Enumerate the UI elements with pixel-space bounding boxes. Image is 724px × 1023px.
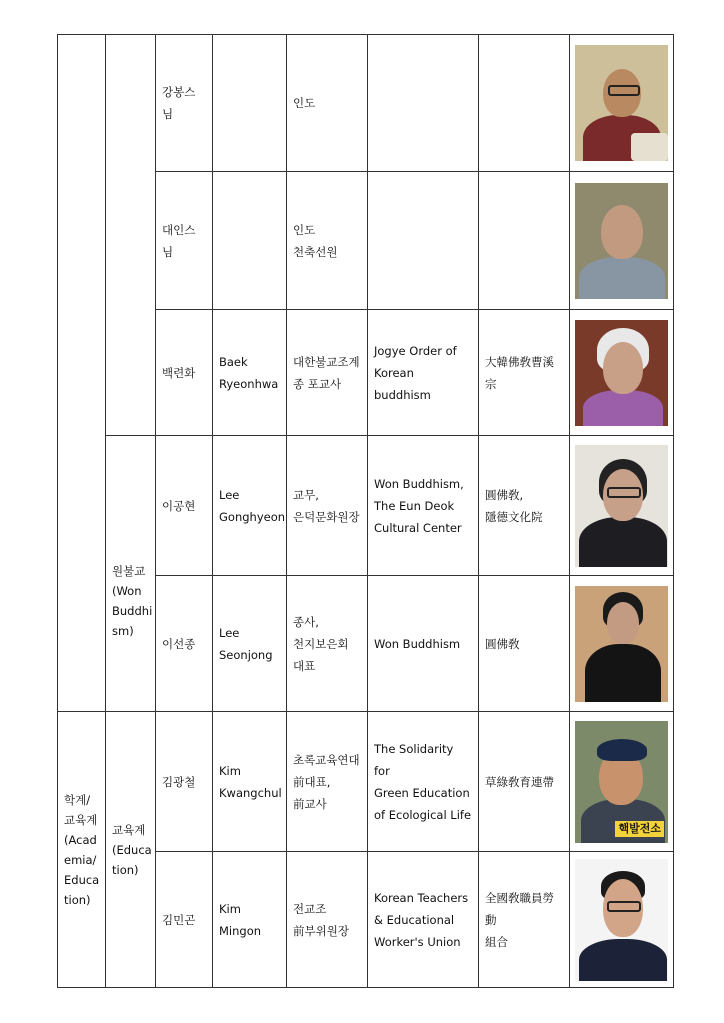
- english-name-cell: Lee Gonghyeon: [213, 436, 287, 576]
- organization-en-cell: Korean Teachers & Educational Worker's Union: [368, 852, 479, 988]
- korean-name-cell: 대인스님: [156, 172, 213, 310]
- organization-en-cell: [368, 35, 479, 172]
- position-cell: 전교조 前부위원장: [287, 852, 368, 988]
- position-cell: 교무, 은덕문화원장: [287, 436, 368, 576]
- organization-en-cell: Won Buddhism, The Eun Deok Cultural Center: [368, 436, 479, 576]
- organization-en-cell: Won Buddhism: [368, 576, 479, 712]
- portrait-man-suit: [575, 859, 668, 981]
- category-cell-empty: [58, 35, 106, 712]
- photo-cell: [570, 852, 674, 988]
- organization-hanja-cell: 大韓佛敎曹溪宗: [479, 310, 570, 436]
- portrait-monk-red-robe: [575, 45, 668, 161]
- position-cell: 초록교육연대 前대표, 前교사: [287, 712, 368, 852]
- position-cell: 종사, 천지보은회 대표: [287, 576, 368, 712]
- organization-hanja-cell: 圓佛敎: [479, 576, 570, 712]
- korean-name-cell: 이선종: [156, 576, 213, 712]
- organization-hanja-cell: [479, 35, 570, 172]
- portrait-man-cap: [575, 721, 668, 843]
- portrait-elderly-man: [575, 183, 668, 299]
- english-name-cell: [213, 35, 287, 172]
- photo-cell: [570, 172, 674, 310]
- organization-hanja-cell: [479, 172, 570, 310]
- korean-name-cell: 백련화: [156, 310, 213, 436]
- korean-name-cell: 김민곤: [156, 852, 213, 988]
- english-name-cell: Lee Seonjong: [213, 576, 287, 712]
- english-name-cell: [213, 172, 287, 310]
- organization-hanja-cell: 圓佛敎, 隱德文化院: [479, 436, 570, 576]
- portrait-white-haired-woman: [575, 320, 668, 426]
- group-cell-education: 교육계 (Educa tion): [106, 712, 156, 988]
- group-cell-won-buddhism: 원불교 (Won Buddhi sm): [106, 436, 156, 712]
- organization-hanja-cell: 草綠敎育連帶: [479, 712, 570, 852]
- table-row: [58, 436, 674, 576]
- people-table: [57, 34, 674, 988]
- organization-en-cell: [368, 172, 479, 310]
- subcategory-cell-empty: [106, 35, 156, 436]
- english-name-cell: Kim Mingon: [213, 852, 287, 988]
- photo-caption: 핵발전소: [615, 821, 664, 837]
- korean-name-cell: 김광철: [156, 712, 213, 852]
- position-cell: 대한불교조계 종 포교사: [287, 310, 368, 436]
- organization-hanja-cell: 全國敎職員勞動 組合: [479, 852, 570, 988]
- portrait-woman-glasses: [575, 445, 668, 567]
- organization-en-cell: Jogye Order of Korean buddhism: [368, 310, 479, 436]
- portrait-woman-hanbok: [575, 586, 668, 702]
- group-cell-academia: 학계/ 교육계 (Acad emia/ Educa tion): [58, 712, 106, 988]
- photo-cell: [570, 436, 674, 576]
- photo-cell: [570, 35, 674, 172]
- table-row: [58, 35, 674, 172]
- photo-cell: [570, 310, 674, 436]
- korean-name-cell: 이공현: [156, 436, 213, 576]
- position-cell: 인도 천축선원: [287, 172, 368, 310]
- english-name-cell: Kim Kwangchul: [213, 712, 287, 852]
- english-name-cell: Baek Ryeonhwa: [213, 310, 287, 436]
- position-cell: 인도: [287, 35, 368, 172]
- korean-name-cell: 강봉스님: [156, 35, 213, 172]
- photo-cell: [570, 576, 674, 712]
- table-row: [58, 712, 674, 852]
- photo-cell: [570, 712, 674, 852]
- organization-en-cell: The Solidarity for Green Education of Ecological Life: [368, 712, 479, 852]
